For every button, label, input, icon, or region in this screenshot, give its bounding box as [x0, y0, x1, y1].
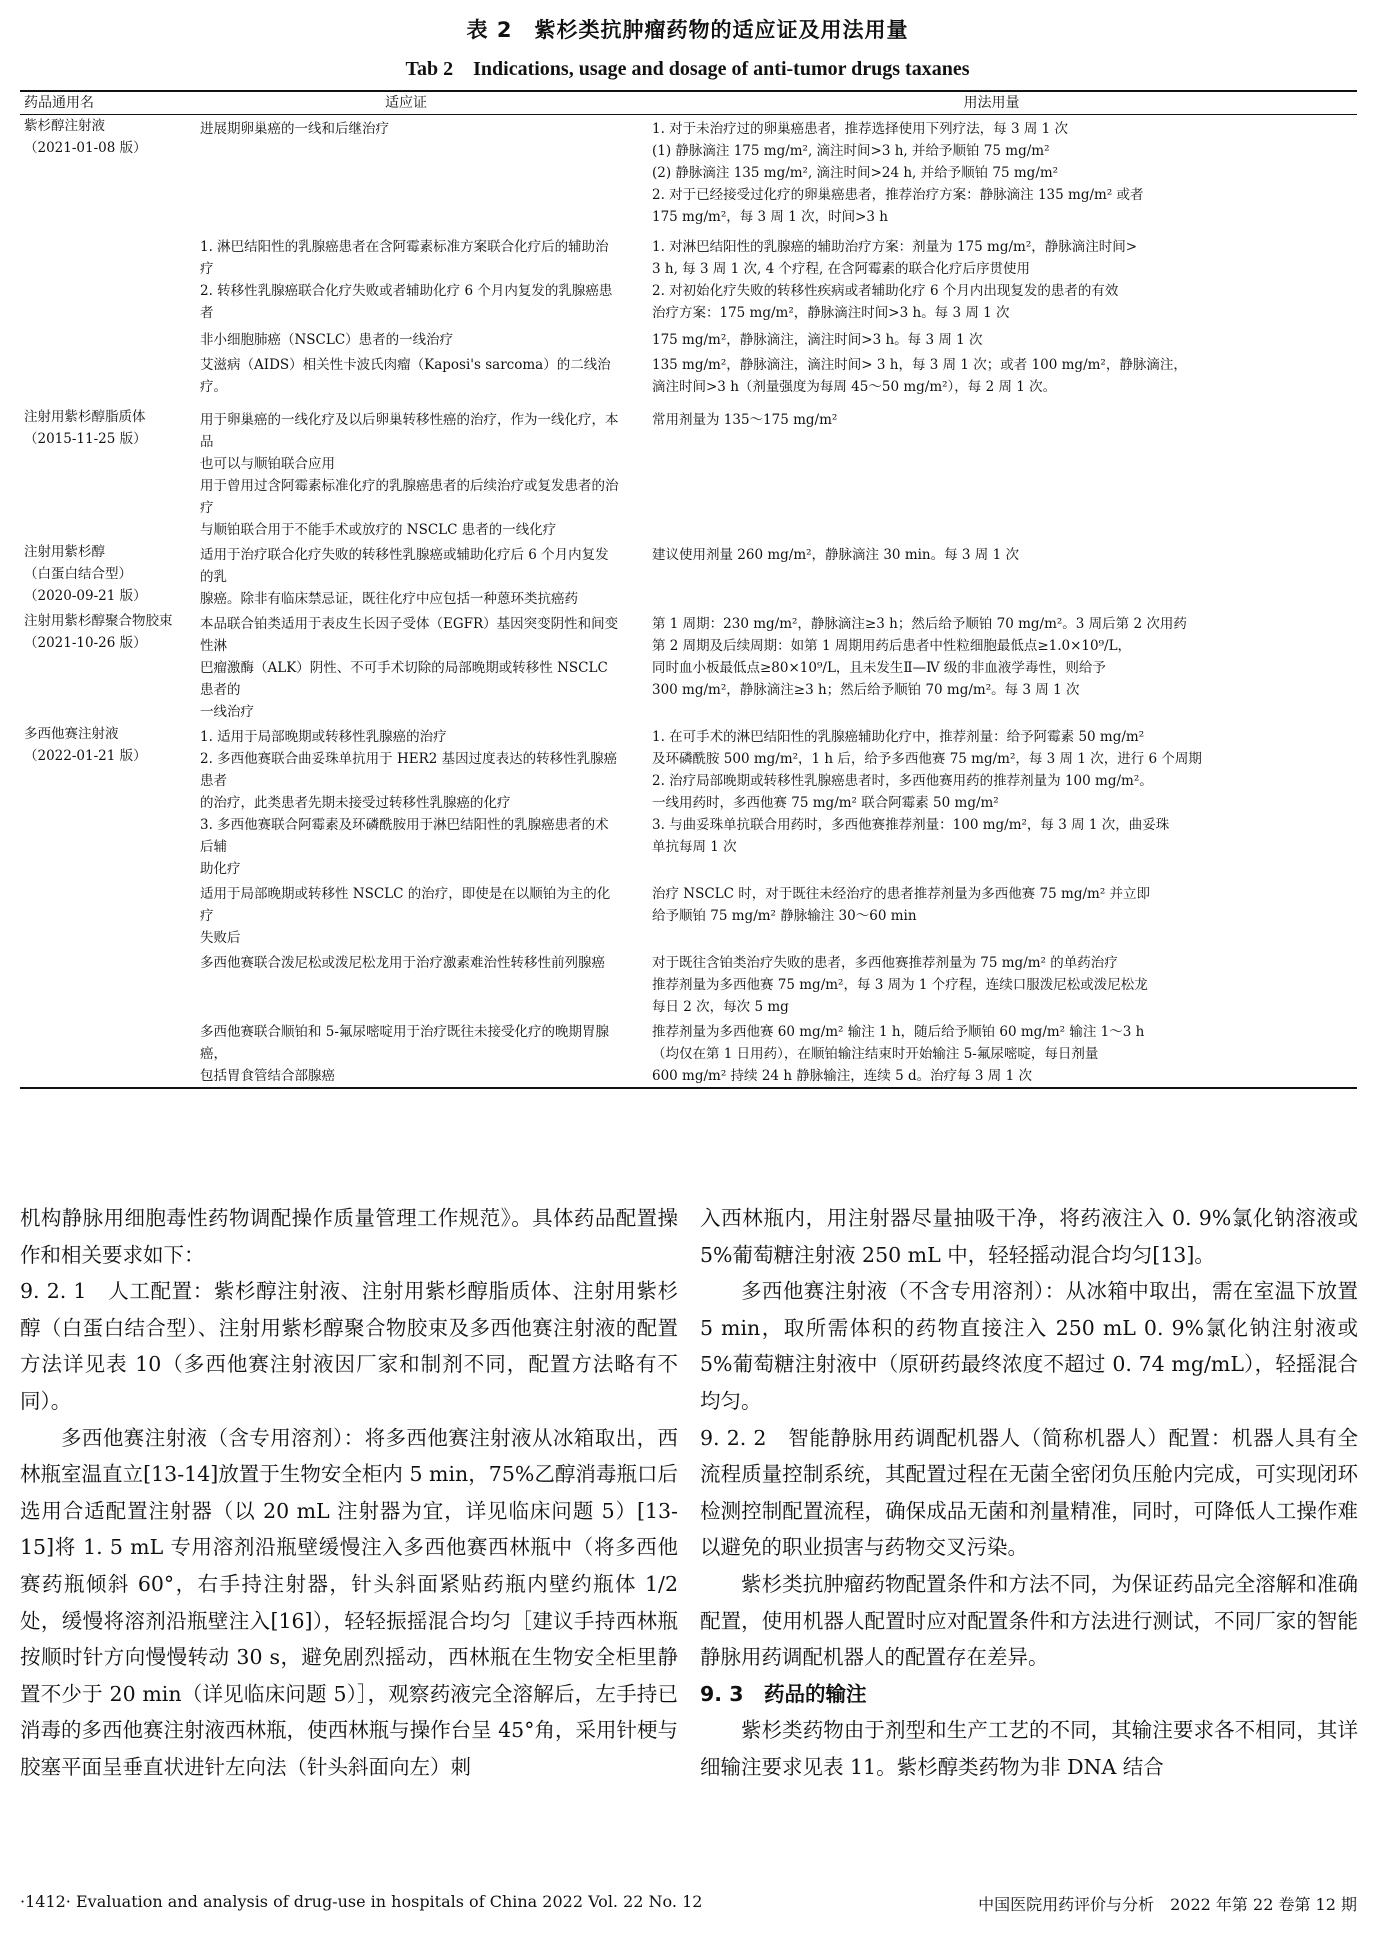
- body-paragraph: 9. 2. 2 智能静脉用药调配机器人（简称机器人）配置：机器人具有全流程质量控制系统，其配置过程在无菌全密闭负压舱内完成，可实现闭环检测控制配置流程，确保成品无菌和剂量精准，同时，可降低人工操作难以避免的职业损害与药物交叉污染。: [700, 1425, 1358, 1560]
- cell-usage: 第 1 周期：230 mg/m²，静脉滴注≥3 h；然后给予顺铂 70 mg/m²。3 周后第 2 次用药 第 2 周期及后续周期：如第 1 周期用药后患者中性粒细胞最低点≥1.0×10⁹/L， 同时血小板最低点≥80×10⁹/L，且未发生Ⅱ—Ⅳ 级的非血液学毒性，则给予 300 mg/m²，静脉滴注≥3 h；然后给予顺铂 70 mg/m²。每 3 周 1 次: [652, 615, 1187, 698]
- body-paragraph: 多西他赛注射液（含专用溶剂）：将多西他赛注射液从冰箱取出，西林瓶室温直立[13-14]放置于生物安全柜内 5 min，75%乙醇消毒瓶口后选用合适配置注射器（以 20 mL 注射器为宜，详见临床问题 5）[13-15]将 1. 5 mL 专用溶剂沿瓶壁缓慢注入多西他赛西林瓶中（将多西他赛药瓶倾斜 60°，右手持注射器，针头斜面紧贴药瓶内壁约瓶体 1/2 处，缓慢将溶剂沿瓶壁注入[16]），轻轻振摇混合均匀［建议手持西林瓶按顺时针方向慢慢转动 30 s，避免剧烈摇动，西林瓶在生物安全柜里静置不少于 20 min（详见临床问题 5）］，观察药液完全溶解后，左手持已消毒的多西他赛注射液西林瓶，使西林瓶与操作台呈 45°角，采用针梗与胶塞平面呈垂直状进针左向法（针头斜面向左）刺: [20, 1425, 678, 1779]
- cell-drug: [20, 326, 186, 351]
- cell-usage: 对于既往含铂类治疗失败的患者，多西他赛推荐剂量为 75 mg/m² 的单药治疗 推荐剂量为多西他赛 75 mg/m²，每 3 周为 1 个疗程，连续口服泼尼松或泼尼松龙 每日 2 次，每次 5 mg: [652, 954, 1148, 1015]
- table-row: [20, 610, 1357, 723]
- cell-drug: [20, 949, 186, 1018]
- cell-drug: 注射用紫杉醇聚合物胶束 （2021-10-26 版）: [24, 612, 173, 651]
- table-row: [20, 406, 1357, 541]
- body-paragraph: 紫杉类药物由于剂型和生产工艺的不同，其输注要求各不相同，其详细输注要求见表 11。紫杉醇类药物为非 DNA 结合: [700, 1718, 1358, 1779]
- body-paragraph: 9. 2. 1 人工配置：紫杉醇注射液、注射用紫杉醇脂质体、注射用紫杉醇（白蛋白结合型）、注射用紫杉醇聚合物胶束及多西他赛注射液的配置方法详见表 10（多西他赛注射液因厂家和制剂不同，配置方法略有不同）。: [20, 1279, 678, 1413]
- header-indication: 适应证: [385, 95, 427, 111]
- cell-indication: 多西他赛联合顺铂和 5-氟尿嘧啶用于治疗既往未接受化疗的晚期胃腺癌， 包括胃食管结合部腺癌: [200, 1023, 609, 1084]
- header-drug: 药品通用名: [24, 95, 94, 111]
- cell-indication: 用于卵巢癌的一线化疗及以后卵巢转移性癌的治疗，作为一线化疗，本品 也可以与顺铂联合应用 用于曾用过含阿霉素标准化疗的乳腺癌患者的后续治疗或复发患者的治疗 与顺铂联合用于不能手术或放疗的 NSCLC 患者的一线化疗: [200, 411, 619, 538]
- table-caption-cn: 表 2 紫杉类抗肿瘤药物的适应证及用法用量: [466, 18, 909, 42]
- table-caption-en: Tab 2 Indications, usage and dosage of anti-tumor drugs taxanes: [405, 58, 970, 80]
- cell-usage: 建议使用剂量 260 mg/m²，静脉滴注 30 min。每 3 周 1 次: [652, 546, 1019, 563]
- cell-indication: 多西他赛联合泼尼松或泼尼松龙用于治疗激素难治性转移性前列腺癌: [200, 954, 605, 971]
- cell-drug: 多西他赛注射液 （2022-01-21 版）: [24, 725, 147, 764]
- body-paragraph: 机构静脉用细胞毒性药物调配操作质量管理工作规范》。具体药品配置操作和相关要求如下：: [20, 1206, 678, 1267]
- cell-indication: 适用于局部晚期或转移性 NSCLC 的治疗，即使是在以顺铂为主的化疗 失败后: [200, 885, 611, 946]
- table-row: [20, 1018, 1357, 1088]
- cell-usage: 推荐剂量为多西他赛 60 mg/m² 输注 1 h，随后给予顺铂 60 mg/m² 输注 1～3 h （均仅在第 1 日用药），在顺铂输注结束时开始输注 5-氟尿嘧啶，每日剂量 600 mg/m² 持续 24 h 静脉输注，连续 5 d。治疗每 3 周 1 次: [652, 1023, 1145, 1084]
- cell-drug: 注射用紫杉醇 （白蛋白结合型） （2020-09-21 版）: [24, 543, 147, 604]
- cell-usage: 治疗 NSCLC 时，对于既往未经治疗的患者推荐剂量为多西他赛 75 mg/m² 并立即 给予顺铂 75 mg/m² 静脉输注 30～60 min: [652, 885, 1151, 924]
- header-usage: 用法用量: [963, 95, 1020, 111]
- cell-drug: [20, 880, 186, 949]
- body-column-right: [700, 1200, 1358, 1786]
- body-paragraph: 紫杉类抗肿瘤药物配置条件和方法不同，为保证药品完全溶解和准确配置，使用机器人配置时应对配置条件和方法进行测试，不同厂家的智能静脉用药调配机器人的配置存在差异。: [700, 1571, 1358, 1670]
- body-paragraph: 多西他赛注射液（不含专用溶剂）：从冰箱中取出，需在室温下放置 5 min，取所需体积的药物直接注入 250 mL 0. 9%氯化钠注射液或 5%葡萄糖注射液中（原研药最终浓度不超过 0. 74 mg/mL），轻摇混合均匀。: [700, 1279, 1358, 1413]
- table-row: [20, 326, 1357, 351]
- table-row: [20, 880, 1357, 949]
- section-heading: 9. 3 药品的输注: [700, 1681, 867, 1706]
- cell-drug: [20, 1018, 186, 1088]
- cell-indication: 非小细胞肺癌（NSCLC）患者的一线治疗: [200, 331, 454, 348]
- cell-indication: 艾滋病（AIDS）相关性卡波氏肉瘤（Kaposi's sarcoma）的二线治疗。: [200, 356, 611, 395]
- body-paragraph: 入西林瓶内，用注射器尽量抽吸干净，将药液注入 0. 9%氯化钠溶液或 5%葡萄糖注射液 250 mL 中，轻轻摇动混合均匀[13]。: [700, 1206, 1358, 1267]
- dosage-table: [20, 90, 1357, 1089]
- cell-drug: [20, 351, 186, 406]
- cell-indication: 1. 淋巴结阳性的乳腺癌患者在含阿霉素标准方案联合化疗后的辅助治疗 2. 转移性乳腺癌联合化疗失败或者辅助化疗 6 个月内复发的乳腺癌患者: [200, 238, 613, 321]
- cell-usage: 1. 对淋巴结阳性的乳腺癌的辅助治疗方案：剂量为 175 mg/m²，静脉滴注时间> 3 h, 每 3 周 1 次, 4 个疗程, 在含阿霉素的联合化疗后序贯使用 2. 对初始化疗失败的转移性疾病或者辅助化疗 6 个月内出现复发的患者的有效 治疗方案：175 mg/m²，静脉滴注时间>3 h。每 3 周 1 次: [652, 238, 1138, 321]
- table-header-row: [20, 91, 1357, 115]
- cell-drug: 紫杉醇注射液 （2021-01-08 版）: [24, 118, 147, 156]
- cell-indication: 本品联合铂类适用于表皮生长因子受体（EGFR）基因突变阴性和间变性淋 巴瘤激酶（ALK）阴性、不可手术切除的局部晚期或转移性 NSCLC 患者的 一线治疗: [200, 615, 619, 720]
- cell-usage: 175 mg/m²，静脉滴注，滴注时间>3 h。每 3 周 1 次: [652, 331, 983, 348]
- cell-usage: 1. 在可手术的淋巴结阳性的乳腺癌辅助化疗中，推荐剂量：给予阿霉素 50 mg/m² 及环磷酰胺 500 mg/m²，1 h 后，给予多西他赛 75 mg/m²，每 3 周 1 次，进行 6 个周期 2. 治疗局部晚期或转移性乳腺癌患者时，多西他赛用药的推荐剂量为 100 mg/m²。 一线用药时，多西他赛 75 mg/m² 联合阿霉素 50 mg/m² 3. 与曲妥珠单抗联合用药时，多西他赛推荐剂量：100 mg/m²，每 3 周 1 次，曲妥珠 单抗每周 1 次: [652, 728, 1202, 855]
- cell-usage: 1. 对于未治疗过的卵巢癌患者，推荐选择使用下列疗法，每 3 周 1 次 (1) 静脉滴注 175 mg/m², 滴注时间>3 h, 并给予顺铂 75 mg/m² (2) 静脉滴注 135 mg/m², 滴注时间>24 h, 并给予顺铂 75 mg/m² 2. 对于已经接受过化疗的卵巢癌患者，推荐治疗方案：静脉滴注 135 mg/m² 或者 175 mg/m²，每 3 周 1 次，时间>3 h: [652, 121, 1144, 225]
- footer-journal-cn: 中国医院用药评价与分析 2022 年第 22 卷第 12 期: [978, 1895, 1357, 1914]
- cell-drug: [20, 233, 186, 326]
- cell-indication: 适用于治疗联合化疗失败的转移性乳腺癌或辅助化疗后 6 个月内复发的乳 腺癌。除非有临床禁忌证，既往化疗中应包括一种蒽环类抗癌药: [200, 546, 609, 607]
- table-row: [20, 233, 1357, 326]
- cell-indication: 1. 适用于局部晚期或转移性乳腺癌的治疗 2. 多西他赛联合曲妥珠单抗用于 HER2 基因过度表达的转移性乳腺癌患者 的治疗，此类患者先期未接受过转移性乳腺癌的化疗 3. 多西他赛联合阿霉素及环磷酰胺用于淋巴结阳性的乳腺癌患者的术后辅 助化疗: [200, 728, 618, 877]
- table-row: [20, 723, 1357, 880]
- footer-journal-en: ·1412· Evaluation and analysis of drug-use in hospitals of China 2022 Vol. 22 No. 12: [20, 1892, 703, 1911]
- table-row: [20, 541, 1357, 610]
- cell-indication: 进展期卵巢癌的一线和后继治疗: [200, 121, 389, 137]
- table-row: [20, 115, 1357, 233]
- cell-usage: 常用剂量为 135～175 mg/m²: [652, 411, 838, 428]
- table-row: [20, 351, 1357, 406]
- table-row: [20, 949, 1357, 1018]
- body-column-left: [20, 1200, 678, 1786]
- cell-usage: 135 mg/m²，静脉滴注，滴注时间> 3 h，每 3 周 1 次；或者 100 mg/m²，静脉滴注， 滴注时间>3 h（剂量强度为每周 45～50 mg/m²），每 2 周 1 次。: [652, 356, 1187, 395]
- cell-drug: 注射用紫杉醇脂质体 （2015-11-25 版）: [24, 408, 147, 447]
